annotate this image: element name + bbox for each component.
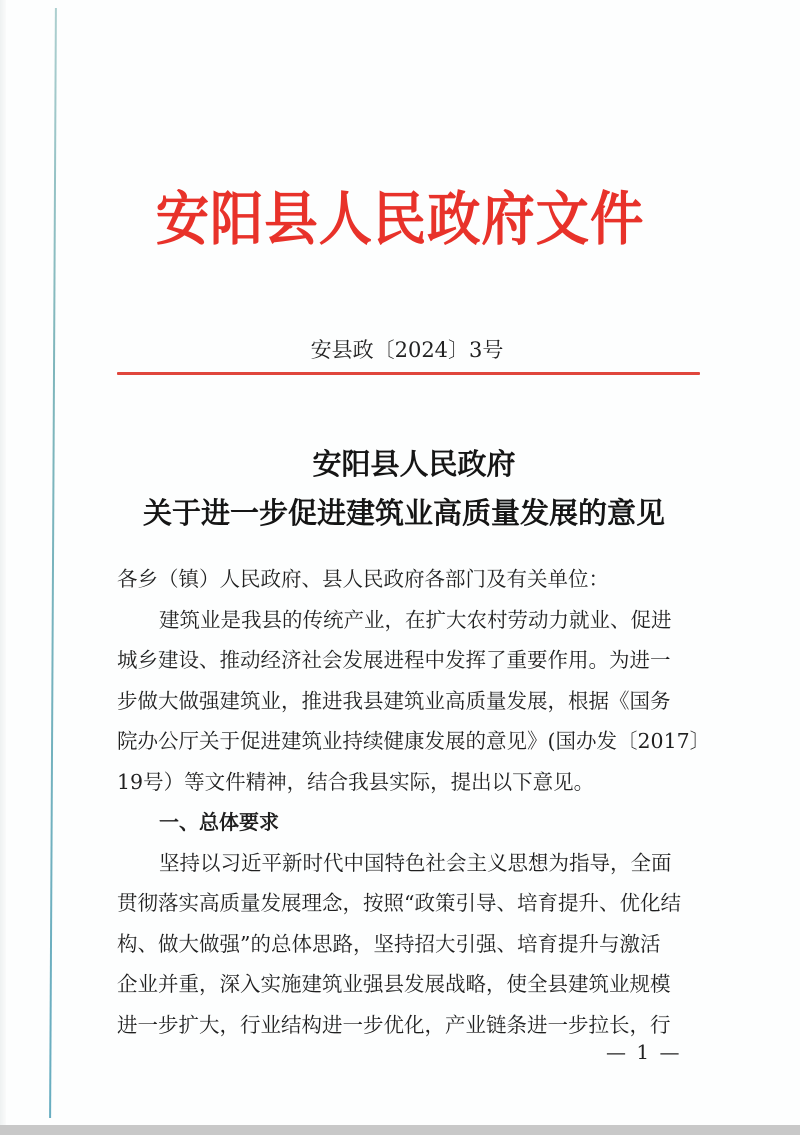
- body-line: 建筑业是我县的传统产业，在扩大农村劳动力就业、促进: [159, 607, 672, 632]
- body-line: 贯彻落实高质量发展理念，按照“政策引导、培育提升、优化结: [117, 891, 681, 915]
- document-number: 安县政〔2024〕3号: [310, 338, 504, 362]
- salutation: 各乡（镇）人民政府、县人民政府各部门及有关单位：: [117, 567, 609, 591]
- body-line: 进一步扩大，行业结构进一步优化，产业链条进一步拉长，行: [117, 1012, 671, 1037]
- body-line: 坚持以习近平新时代中国特色社会主义思想为指导，全面: [159, 850, 672, 875]
- binding-margin-line: [49, 8, 57, 1118]
- body-line: 城乡建设、推动经济社会发展进程中发挥了重要作用。为进一: [117, 648, 671, 672]
- document-title-subject: 关于进一步促进建筑业高质量发展的意见: [142, 496, 665, 530]
- body-line: 构、做大做强”的总体思路，坚持招大引强、培育提升与激活: [117, 931, 661, 956]
- page-number: — 1 —: [606, 1040, 682, 1064]
- section-heading: 一、总体要求: [159, 810, 279, 834]
- page-left-edge: [0, 0, 6, 1125]
- scan-bottom-edge: [0, 1125, 800, 1135]
- document-title-issuer: 安阳县人民政府: [312, 447, 516, 481]
- red-masthead: 安阳县人民政府文件: [155, 185, 645, 253]
- body-line: 企业并重，深入实施建筑业强县发展战略，使全县建筑业规模: [117, 972, 671, 996]
- document-body: [117, 559, 717, 1045]
- body-line: 19号）等文件精神，结合我县实际，提出以下意见。: [117, 769, 595, 794]
- body-line: 步做大做强建筑业，推进我县建筑业高质量发展，根据《国务: [117, 688, 671, 713]
- body-line: 院办公厅关于促进建筑业持续健康发展的意见》(国办发〔2017〕: [117, 729, 711, 753]
- red-separator-rule: [117, 372, 700, 375]
